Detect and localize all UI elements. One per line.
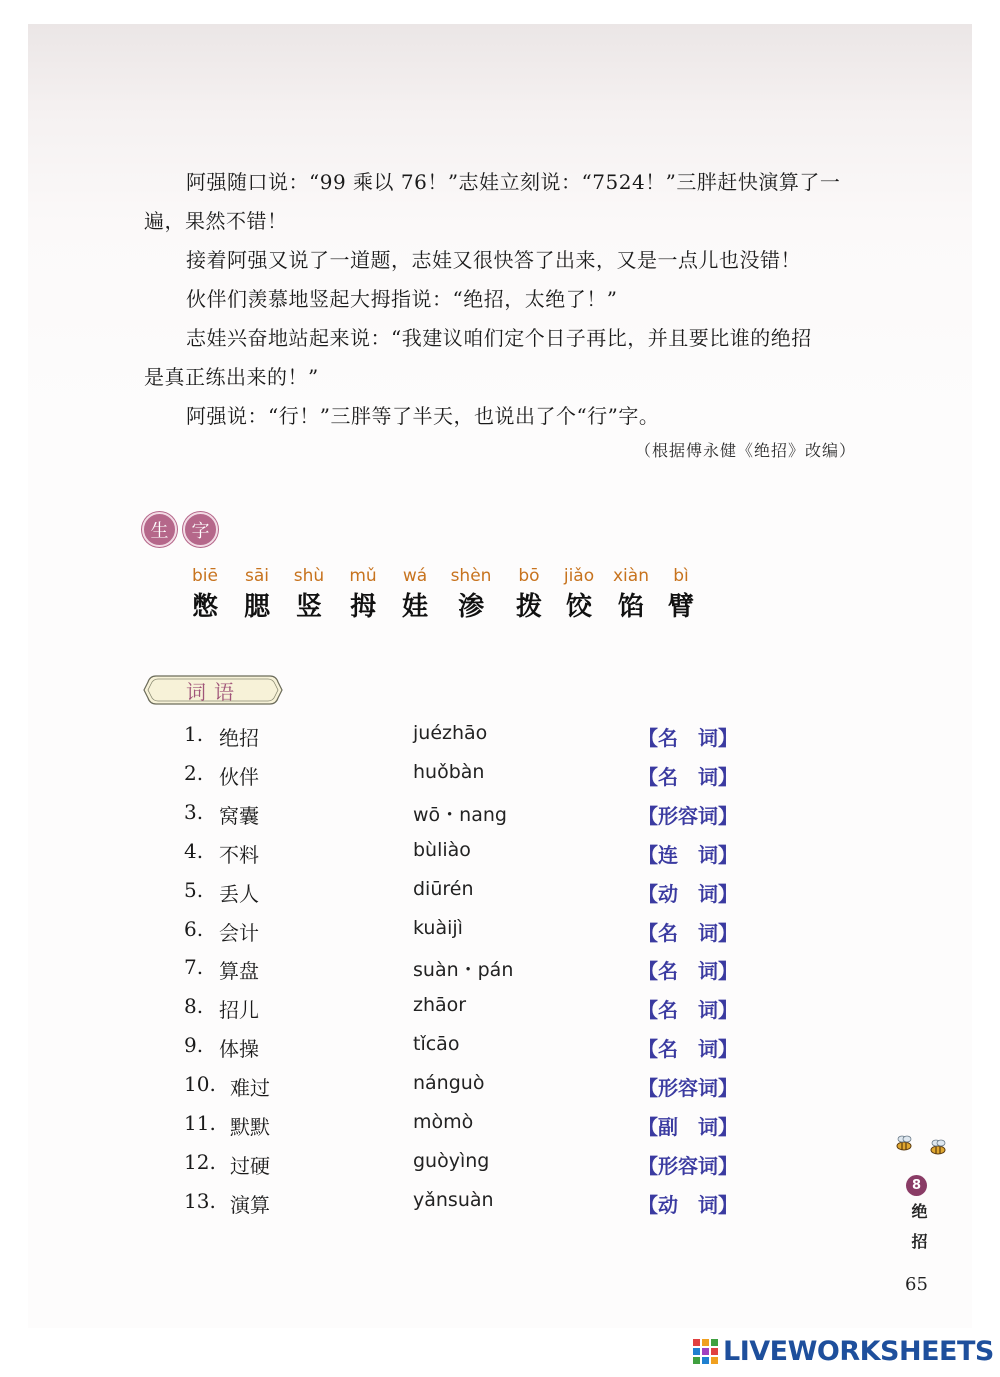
vocab-word: 伙伴 [219,765,259,789]
vocab-row [184,761,744,791]
char-pinyin: biē [192,566,218,586]
vocab-number: 11. [184,1111,216,1135]
vocab-pinyin: guòyìng [413,1150,490,1172]
vocab-number: 2. [184,761,204,785]
vocab-part-of-speech: 【副 词】 [638,1115,738,1139]
vocab-number: 3. [184,800,204,824]
vocab-number: 1. [184,722,204,746]
vocab-pinyin: zhāor [413,994,467,1016]
vocab-row [184,722,744,752]
vocab-part-of-speech: 【名 词】 [638,726,738,750]
vocab-word: 体操 [219,1037,259,1061]
char-hanzi: 娃 [401,592,428,622]
vocab-number: 10. [184,1072,216,1096]
story-paragraph-1 [144,163,860,202]
vocab-pinyin: nánguò [413,1072,485,1094]
story-line: 阿强随口说：“99 乘以 76！”志娃立刻说：“7524！”三胖赶快演算了一 [186,170,841,194]
char-hanzi: 拨 [515,592,542,622]
char-item [400,566,430,624]
char-item [190,566,220,624]
vocab-pinyin: tǐcāo [413,1033,460,1055]
vocab-pinyin: diūrén [413,878,474,900]
vocab-part-of-speech: 【名 词】 [638,998,738,1022]
vocab-row [184,1189,744,1219]
char-pinyin: mǔ [349,566,377,586]
liveworksheets-brand[interactable] [693,1336,994,1367]
char-item [514,566,544,624]
vocab-word: 招儿 [219,998,259,1022]
char-hanzi: 腮 [243,592,270,622]
char-hanzi: 竖 [295,592,322,622]
bee-decoration-icon [892,1134,954,1172]
char-item [292,566,326,624]
vocab-pinyin: huǒbàn [413,761,485,783]
vocab-number: 12. [184,1150,216,1174]
vocab-word: 绝招 [219,726,259,750]
char-hanzi: 臂 [667,592,694,622]
char-pinyin: shù [293,566,325,586]
char-pinyin: sāi [245,566,269,586]
story-line: 遍，果然不错！ [144,209,288,233]
vocab-row [184,994,744,1024]
vocab-word: 算盘 [219,959,259,983]
vocab-part-of-speech: 【动 词】 [638,882,738,906]
story-line: 志娃兴奋地站起来说：“我建议咱们定个日子再比，并且要比谁的绝招 [186,326,812,350]
vocab-part-of-speech: 【形容词】 [638,804,738,828]
vocab-row [184,1072,744,1102]
char-pinyin: bō [518,566,540,586]
story-paragraph-4-cont [144,358,860,397]
vocab-pinyin: bùliào [413,839,471,861]
vocab-pinyin: mòmò [413,1111,474,1133]
char-item [612,566,650,624]
vocab-word: 难过 [230,1076,270,1100]
vocab-row [184,955,744,985]
vocab-word: 不料 [219,843,259,867]
vocab-heading [142,672,284,708]
vocab-word: 会计 [219,921,259,945]
story-line: 是真正练出来的！” [144,365,319,389]
char-item [348,566,378,624]
vocab-part-of-speech: 【名 词】 [638,765,738,789]
char-pinyin: wá [402,566,428,586]
heading-badge: 生 [142,512,177,547]
vocab-part-of-speech: 【形容词】 [638,1076,738,1100]
vocab-pinyin: juézhāo [413,722,488,744]
chapter-number-badge: 8 [906,1175,927,1196]
vocab-number: 9. [184,1033,204,1057]
vocab-part-of-speech: 【形容词】 [638,1154,738,1178]
vocab-word: 默默 [230,1115,270,1139]
vocab-part-of-speech: 【动 词】 [638,1193,738,1217]
vocab-row [184,878,744,908]
vocab-word: 演算 [230,1193,270,1217]
vocab-heading-label: 词语 [186,680,242,704]
story-paragraph-2 [144,241,860,280]
char-pinyin: bì [673,566,689,586]
vocab-row [184,800,744,830]
vocab-part-of-speech: 【名 词】 [638,1037,738,1061]
vocab-part-of-speech: 【名 词】 [638,921,738,945]
char-hanzi: 拇 [349,592,376,622]
story-line: 接着阿强又说了一道题，志娃又很快答了出来，又是一点儿也没错！ [186,248,801,272]
brand-name: LIVEWORKSHEETS [723,1336,994,1367]
char-hanzi: 憋 [191,592,218,622]
story-paragraph-5 [144,397,860,436]
vocab-part-of-speech: 【名 词】 [638,959,738,983]
liveworksheets-logo-icon [693,1339,719,1365]
story-source: （根据傅永健《绝招》改编） [634,441,856,460]
vocab-pinyin: kuàijì [413,917,463,939]
new-chars-list [190,566,696,624]
char-item [666,566,696,624]
story-paragraph-1-cont [144,202,860,241]
vocab-row [184,1033,744,1063]
vocab-part-of-speech: 【连 词】 [638,843,738,867]
vocab-word: 过硬 [230,1154,270,1178]
vocab-pinyin: wō・nang [413,804,507,826]
char-item [242,566,272,624]
vocab-number: 6. [184,917,204,941]
char-hanzi: 馅 [617,592,644,622]
story-paragraph-4 [144,319,860,358]
vocab-number: 7. [184,955,204,979]
vocab-number: 4. [184,839,204,863]
char-hanzi: 渗 [457,592,484,622]
char-item [450,566,492,624]
story-line: 阿强说：“行！”三胖等了半天，也说出了个“行”字。 [186,404,660,428]
vocab-word: 窝囊 [219,804,259,828]
vocab-row [184,839,744,869]
page-number: 65 [905,1274,928,1295]
char-hanzi: 饺 [565,592,592,622]
vocab-word: 丢人 [219,882,259,906]
char-pinyin: shèn [450,566,492,586]
vocab-row [184,1150,744,1180]
vocab-number: 13. [184,1189,216,1213]
vocab-number: 5. [184,878,204,902]
char-pinyin: xiàn [613,566,649,586]
char-item [562,566,596,624]
story-paragraph-3 [144,280,860,319]
heading-badge: 字 [183,512,218,547]
char-pinyin: jiǎo [563,566,595,586]
vocab-row [184,1111,744,1141]
vocab-pinyin: suàn・pán [413,959,514,981]
vocab-pinyin: yǎnsuàn [413,1189,494,1211]
new-chars-heading [142,512,218,547]
vocab-row [184,917,744,947]
story-line: 伙伴们羡慕地竖起大拇指说：“绝招，太绝了！” [186,287,618,311]
vocab-number: 8. [184,994,204,1018]
chapter-title: 绝招 [909,1203,928,1263]
